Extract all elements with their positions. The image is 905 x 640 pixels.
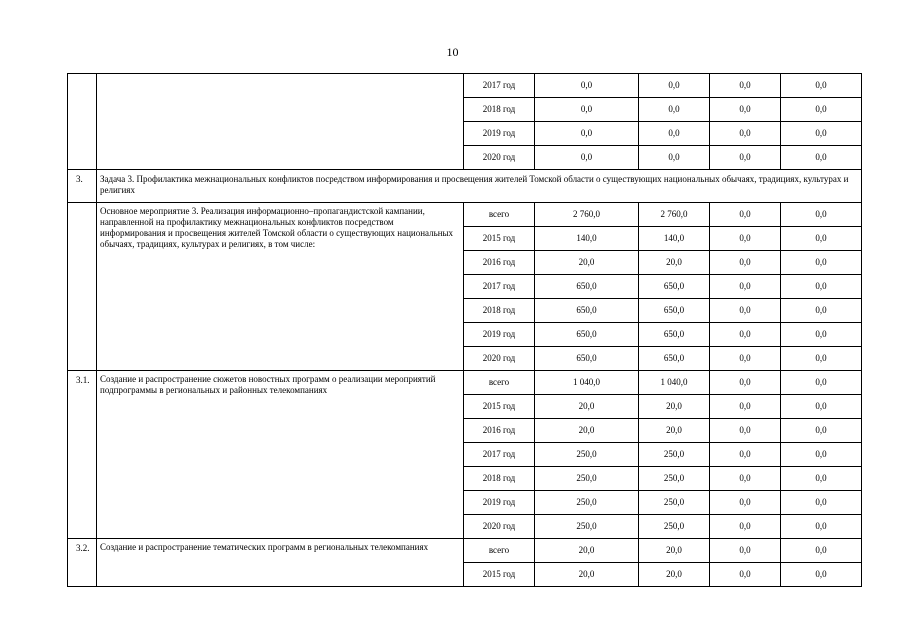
- value-cell: 650,0: [535, 299, 639, 323]
- value-cell: 0,0: [781, 467, 862, 491]
- task-row: [68, 170, 862, 203]
- value-cell: 0,0: [781, 146, 862, 170]
- value-cell: 20,0: [535, 563, 639, 587]
- value-cell: 20,0: [639, 251, 710, 275]
- value-cell: 0,0: [535, 74, 639, 98]
- value-cell: 650,0: [639, 323, 710, 347]
- value-cell: 650,0: [535, 323, 639, 347]
- row-number-cell: [68, 74, 97, 170]
- description-cell: Создание и распространение тематических программ в региональных телекомпаниях: [97, 539, 464, 587]
- year-cell: всего: [464, 203, 535, 227]
- value-cell: 1 040,0: [639, 371, 710, 395]
- year-cell: 2017 год: [464, 275, 535, 299]
- value-cell: 0,0: [710, 419, 781, 443]
- value-cell: 20,0: [535, 251, 639, 275]
- value-cell: 0,0: [710, 251, 781, 275]
- value-cell: 0,0: [710, 74, 781, 98]
- value-cell: 20,0: [639, 419, 710, 443]
- description-cell: Основное мероприятие 3. Реализация информационно–пропагандистской кампании, направленной на профилактику межнациональных конфликтов посредством информирования и просвещения жителей Томской области о существующих национальных обычаях, традициях, культурах и религиях, в том числе:: [97, 203, 464, 371]
- value-cell: 0,0: [710, 563, 781, 587]
- value-cell: 0,0: [710, 203, 781, 227]
- value-cell: 250,0: [535, 443, 639, 467]
- value-cell: 0,0: [781, 122, 862, 146]
- value-cell: 0,0: [781, 371, 862, 395]
- value-cell: 0,0: [710, 395, 781, 419]
- year-cell: 2020 год: [464, 347, 535, 371]
- table-row: [68, 539, 862, 563]
- year-cell: 2016 год: [464, 251, 535, 275]
- value-cell: 20,0: [639, 395, 710, 419]
- value-cell: 0,0: [781, 491, 862, 515]
- value-cell: 0,0: [710, 98, 781, 122]
- row-number-cell: 3.2.: [68, 539, 97, 587]
- year-cell: 2018 год: [464, 299, 535, 323]
- value-cell: 0,0: [639, 122, 710, 146]
- value-cell: 0,0: [781, 275, 862, 299]
- value-cell: 0,0: [710, 323, 781, 347]
- table-row: [68, 203, 862, 227]
- value-cell: 140,0: [535, 227, 639, 251]
- year-cell: 2019 год: [464, 323, 535, 347]
- table-row: [68, 371, 862, 395]
- year-cell: 2015 год: [464, 227, 535, 251]
- year-cell: 2015 год: [464, 395, 535, 419]
- value-cell: 0,0: [781, 539, 862, 563]
- page-number: 10: [446, 45, 459, 59]
- year-cell: 2020 год: [464, 515, 535, 539]
- year-cell: 2016 год: [464, 419, 535, 443]
- value-cell: 0,0: [710, 371, 781, 395]
- value-cell: 0,0: [535, 122, 639, 146]
- value-cell: 250,0: [535, 491, 639, 515]
- value-cell: 140,0: [639, 227, 710, 251]
- year-cell: 2018 год: [464, 98, 535, 122]
- value-cell: 0,0: [781, 323, 862, 347]
- value-cell: 0,0: [781, 98, 862, 122]
- value-cell: 0,0: [710, 347, 781, 371]
- value-cell: 2 760,0: [639, 203, 710, 227]
- value-cell: 0,0: [710, 467, 781, 491]
- value-cell: 0,0: [781, 443, 862, 467]
- value-cell: 0,0: [710, 122, 781, 146]
- value-cell: 650,0: [639, 347, 710, 371]
- value-cell: 0,0: [781, 227, 862, 251]
- value-cell: 650,0: [639, 275, 710, 299]
- year-cell: 2018 год: [464, 467, 535, 491]
- value-cell: 0,0: [710, 299, 781, 323]
- value-cell: 0,0: [710, 491, 781, 515]
- budget-table: [67, 73, 862, 587]
- row-number-cell: [68, 203, 97, 371]
- value-cell: 0,0: [639, 98, 710, 122]
- value-cell: 250,0: [639, 491, 710, 515]
- value-cell: 250,0: [639, 467, 710, 491]
- year-cell: 2015 год: [464, 563, 535, 587]
- value-cell: 0,0: [710, 227, 781, 251]
- year-cell: всего: [464, 371, 535, 395]
- value-cell: 250,0: [639, 515, 710, 539]
- value-cell: 0,0: [710, 539, 781, 563]
- value-cell: 0,0: [781, 251, 862, 275]
- task-title: Задача 3. Профилактика межнациональных конфликтов посредством информирования и просвещения жителей Томской области о существующих национальных обычаях, традициях, культурах и религиях: [97, 170, 862, 203]
- value-cell: 250,0: [535, 467, 639, 491]
- year-cell: всего: [464, 539, 535, 563]
- year-cell: 2019 год: [464, 491, 535, 515]
- value-cell: 1 040,0: [535, 371, 639, 395]
- row-number-cell: 3.1.: [68, 371, 97, 539]
- year-cell: 2019 год: [464, 122, 535, 146]
- value-cell: 0,0: [710, 515, 781, 539]
- value-cell: 0,0: [781, 299, 862, 323]
- year-cell: 2020 год: [464, 146, 535, 170]
- value-cell: 0,0: [710, 275, 781, 299]
- value-cell: 0,0: [535, 98, 639, 122]
- value-cell: 650,0: [535, 347, 639, 371]
- value-cell: 0,0: [781, 74, 862, 98]
- value-cell: 0,0: [781, 563, 862, 587]
- value-cell: 0,0: [710, 146, 781, 170]
- table-row: [68, 74, 862, 98]
- value-cell: 650,0: [535, 275, 639, 299]
- value-cell: 0,0: [781, 395, 862, 419]
- value-cell: 2 760,0: [535, 203, 639, 227]
- value-cell: 650,0: [639, 299, 710, 323]
- description-cell: [97, 74, 464, 170]
- year-cell: 2017 год: [464, 74, 535, 98]
- year-cell: 2017 год: [464, 443, 535, 467]
- task-number: 3.: [68, 170, 97, 203]
- value-cell: 0,0: [781, 419, 862, 443]
- value-cell: 20,0: [535, 539, 639, 563]
- value-cell: 20,0: [535, 419, 639, 443]
- value-cell: 250,0: [639, 443, 710, 467]
- value-cell: 20,0: [535, 395, 639, 419]
- value-cell: 0,0: [710, 443, 781, 467]
- value-cell: 250,0: [535, 515, 639, 539]
- value-cell: 0,0: [535, 146, 639, 170]
- description-cell: Создание и распространение сюжетов новостных программ о реализации мероприятий подпрограммы в региональных и районных телекомпаниях: [97, 371, 464, 539]
- value-cell: 20,0: [639, 563, 710, 587]
- value-cell: 0,0: [639, 146, 710, 170]
- value-cell: 0,0: [781, 515, 862, 539]
- value-cell: 0,0: [781, 203, 862, 227]
- value-cell: 0,0: [781, 347, 862, 371]
- value-cell: 20,0: [639, 539, 710, 563]
- value-cell: 0,0: [639, 74, 710, 98]
